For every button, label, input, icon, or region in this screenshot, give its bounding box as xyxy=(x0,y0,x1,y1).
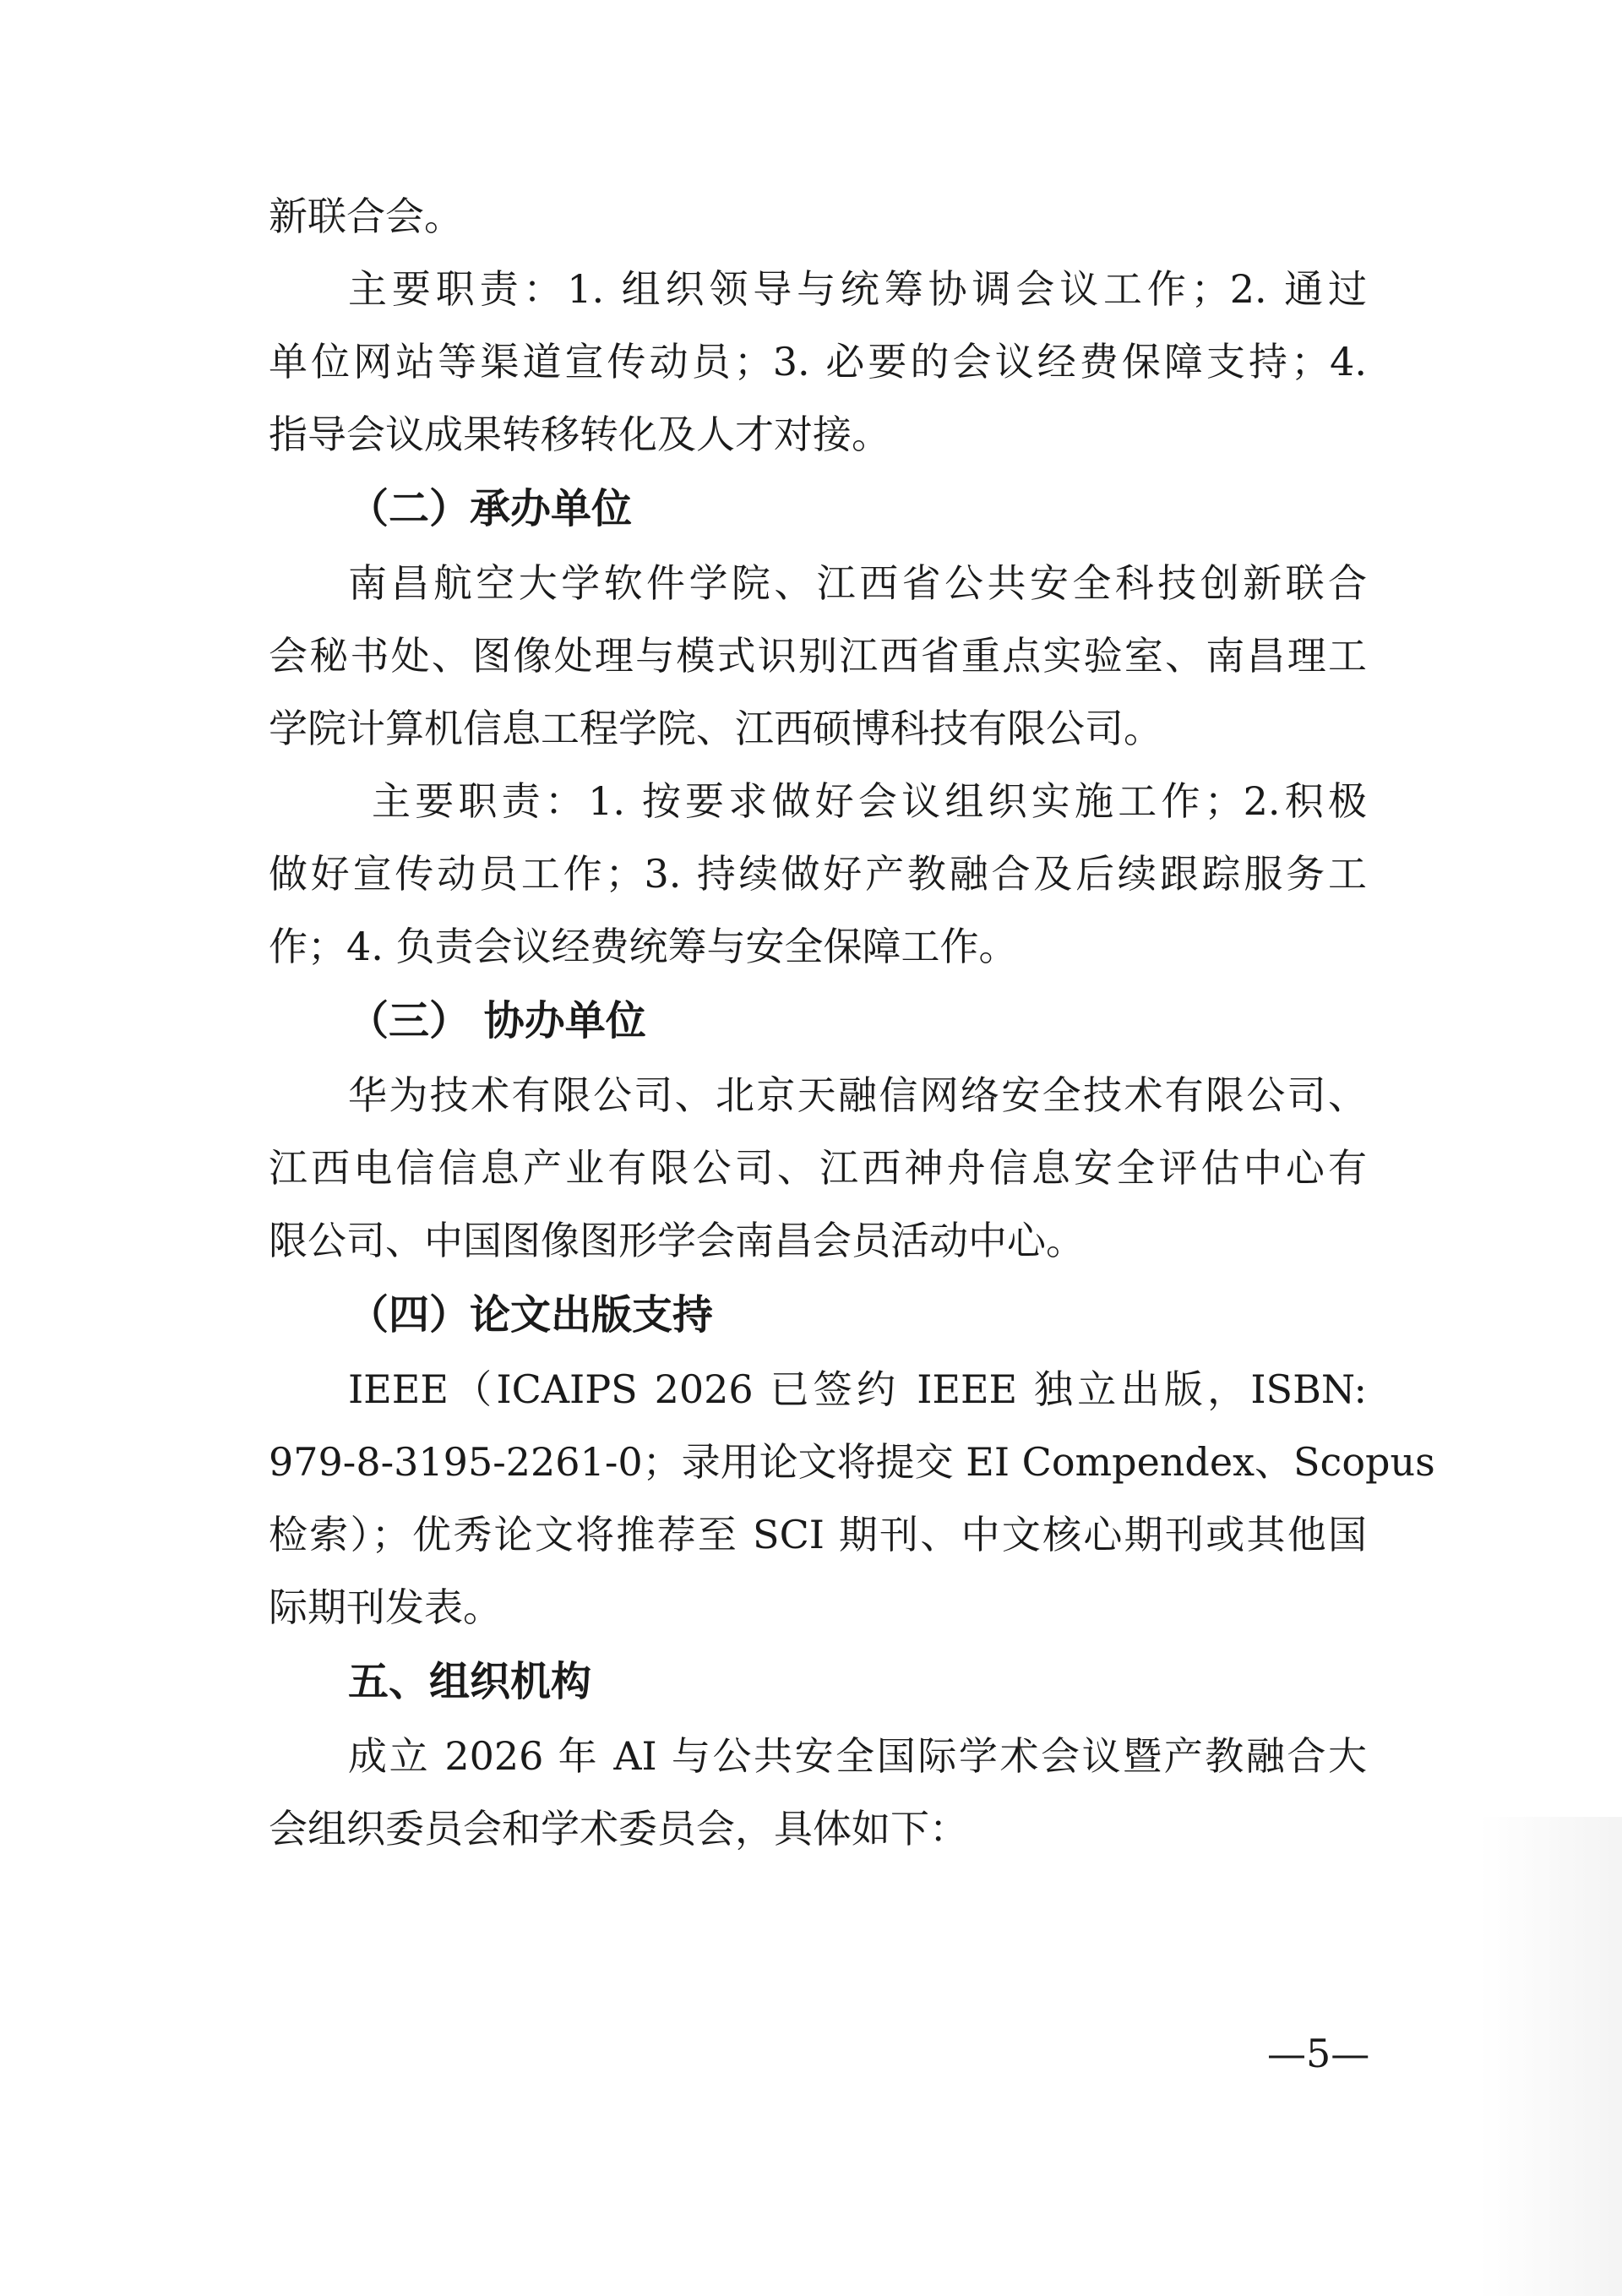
body-line-16: 检索）；优秀论文将推荐至 SCI 期刊、中文核心期刊或其他国 xyxy=(269,1512,1367,1557)
section-heading-4: （四）论文出版支持 xyxy=(348,1291,714,1339)
body-line-2: 主要职责：1. 组织领导与统筹协调会议工作；2. 通过 xyxy=(348,266,1367,312)
body-line-10: 作；4. 负责会议经费统筹与安全保障工作。 xyxy=(269,924,1018,969)
body-line-5: 南昌航空大学软件学院、江西省公共安全科技创新联合 xyxy=(348,560,1367,606)
body-line-17: 际期刊发表。 xyxy=(269,1584,502,1630)
body-line-9: 做好宣传动员工作；3. 持续做好产教融合及后续跟踪服务工 xyxy=(269,851,1367,897)
body-line-14: IEEE（ICAIPS 2026 已签约 IEEE 独立出版，ISBN: xyxy=(348,1366,1367,1412)
body-line-11: 华为技术有限公司、北京天融信网络安全技术有限公司、 xyxy=(348,1072,1367,1118)
body-line-1: 新联合会。 xyxy=(269,194,463,239)
body-line-19: 会组织委员会和学术委员会，具体如下： xyxy=(269,1806,968,1852)
body-line-3: 单位网站等渠道宣传动员；3. 必要的会议经费保障支持；4. xyxy=(269,339,1367,384)
page-number: —5— xyxy=(1267,2031,1370,2076)
scan-edge-shadow xyxy=(1478,1817,1622,2296)
body-line-15: 979-8-3195-2261-0；录用论文将提交 EI Compendex、Scopus xyxy=(269,1439,1435,1485)
body-line-12: 江西电信信息产业有限公司、江西神舟信息安全评估中心有 xyxy=(269,1145,1367,1191)
body-line-4: 指导会议成果转移转化及人才对接。 xyxy=(269,412,890,457)
body-line-18: 成立 2026 年 AI 与公共安全国际学术会议暨产教融合大 xyxy=(348,1733,1367,1779)
section-heading-5: 五、组织机构 xyxy=(348,1658,592,1705)
section-heading-2: （二）承办单位 xyxy=(348,485,633,532)
body-line-8: 主要职责：1. 按要求做好会议组织实施工作；2.积极 xyxy=(372,778,1367,824)
body-line-7: 学院计算机信息工程学院、江西硕博科技有限公司。 xyxy=(269,706,1162,751)
section-heading-3: （三） 协办单位 xyxy=(348,997,646,1044)
body-line-6: 会秘书处、图像处理与模式识别江西省重点实验室、南昌理工 xyxy=(269,633,1367,679)
body-line-13: 限公司、中国图像图形学会南昌会员活动中心。 xyxy=(269,1218,1085,1263)
